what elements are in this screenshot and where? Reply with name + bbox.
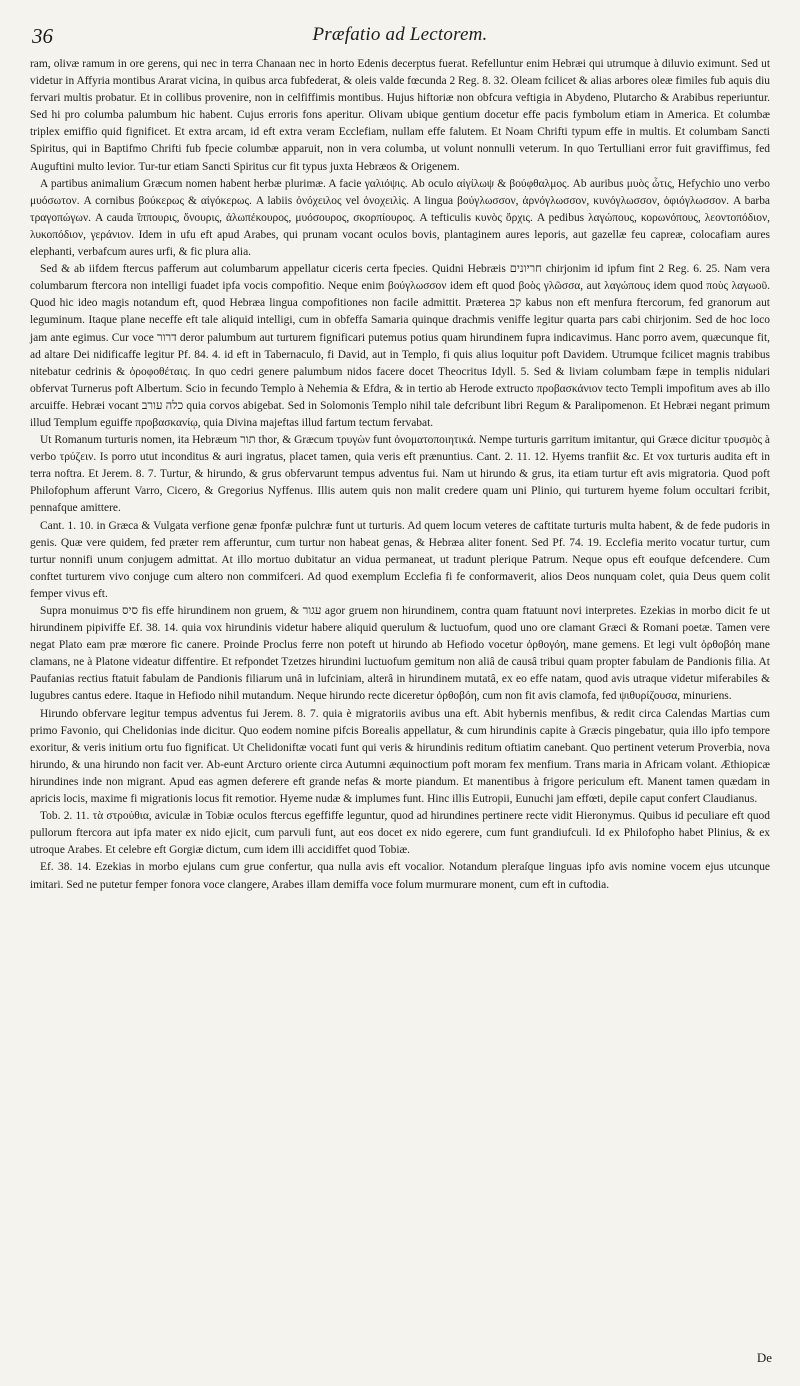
- catchword: De: [756, 1350, 772, 1365]
- paragraph: Tob. 2. 11. τὰ στρούθια, aviculæ in Tobiæ oculos ftercus egeffiffe leguntur, quod ad hirundines pertinere recte vidit Hieronymus. Quibus id peculiare eft quod pullorum ftercora aut ipfa mater ex nido ejicit, cum parvuli funt, aut eos docet ex nido egerere, cum funt grandiufculi. Id ex Philofopho habet Plinius, & ex utroque Arabes. Et celebre eft Gorgiæ dictum, cum idem illi accidiffet quod Tobiæ.: [30, 810, 770, 857]
- page-header: [30, 22, 770, 56]
- page-number: 36: [32, 24, 53, 48]
- paragraph: Cant. 1. 10. in Græca & Vulgata verfione genæ fponfæ pulchræ funt ut turturis. Ad quem locum veteres de caftitate turturis multa habent, & de fede pudoris in genis. Quæ vere quidem, fed præter rem afferuntur, cum turtur non habeat genas, & Hebræa aliter fonent. Sed Pf. 74. 19. Ecclefia merito vocatur turtur, cum turtur nonnifi unum conjugem admittat. At illo mortuo dubitatur an vidua permaneat, ut tradunt plerique Patrum. Neque opus eft eoufque defcendere. Cum conftet turturem vivo conjuge cum altero non commifceri. Ad quod exemplum Ecclefia fi fe conformaverit, alios Deos nunquam colet, quia Deus quem colit femper vivus eft.: [30, 519, 770, 600]
- paragraph: ram, olivæ ramum in ore gerens, qui nec in terra Chanaan nec in horto Edenis decerptus fuerat. Refelluntur enim Hebræi qui utrumque à diluvio eximunt. Sed ut videtur in Affyria montibus Ararat vicina, in quibus arca fubfederat, & oleis valde fœcunda 2 Reg. 8. 32. Oleam fcilicet & alias arbores oleæ fimiles fub aquis diu fervari multis probatur. Et in collibus provenire, non in celfiffimis montibus. Hujus hiftoriæ non obfcura veftigia in Abydeno, Plutarcho & Arabibus reperiuntur. Sed hi pro columba palumbum hic habent. Cujus erroris fons aperitur. Olivam ubique gentium docetur effe pacis fymbolum etiam in America. Et columbæ triplex emiffio quid fignificet. Et extra arcam, id eft extra veram Ecclefiam, nullam effe falutem. Et Noam Chrifti typum effe in multis. Et columbam Sancti Spiritus, qui in Baptifmo Chrifti fub fpecie columbæ apparuit, non in vera columba, ut volunt nonnulli veterum. In quo Tertulliani error fuit graviffimus, fed Auguftini multo levior. Tur-tur etiam Sancti Spiritus cur fit typus juxta Hebræos & Origenem.: [30, 58, 770, 173]
- paragraph: A partibus animalium Græcum nomen habent herbæ plurimæ. A facie γαλιόψις. Ab oculo αἰγίλωψ & βούφθαλμος. Ab auribus μυὸς ὦτις, Hefychio uno verbo μυόσωτον. A cornibus βούκερως & αἰγόκερως. A labiis ὀνόχειλος vel ὀνοχειλὶς. A lingua βούγλωσσον, ἀρνόγλωσσον, κυνόγλωσσον, ὀφιόγλωσσον. A barba τραγοπώγων. A cauda ἵππουρις, ὄνουρις, ἀλωπέκουρος, μυόσουρος, σκορπίουρος. A tefticulis κυνὸς ὄρχις. A pedibus λαγώπους, κορωνόπους, λεοντοπόδιον, λυκοπόδιον, γεράνιον. Idem in ufu eft apud Arabes, qui prunam vocant oculos bovis, plantaginem aures leporis, aut gazellæ feu capreæ, colocafiam aures elephanti, verbafcum aures urfi, & fic plura alia.: [30, 177, 770, 259]
- paragraph: Ut Romanum turturis nomen, ita Hebræum תור thor, & Græcum τρυγὼν funt ὀνοματοποιητικά. Nempe turturis garritum imitantur, qui Græce dicitur τρυσμὸς à verbo τρύζειν. Is porro utut inconditus & auri ingratus, placet tamen, quia veris eft prænuntius. Cant. 2. 11. 12. Hyems tranfiit &c. Et vox turturis audita eft in terra noftra. Et Jerem. 8. 7. Turtur, & hirundo, & grus obfervarunt tempus adventus fui. Nam ut hirundo & grus, ita etiam turtur eft avis migratoria. Quod poft Philofophum afferunt Varro, Cicero, & Gregorius Nyffenus. Illis autem quis non malit credere quam uni Plinio, qui turturem hyeme folum occultari fcribit, pennafque amittere.: [30, 434, 770, 515]
- paragraph: Sed & ab iifdem ftercus pafferum aut columbarum appellatur ciceris certa fpecies. Quidni Hebræis חריונים chirjonim id ipfum fint 2 Reg. 6. 25. Nam vera columbarum ftercora non intelligi fuadet ipfa vocis compofitio. Neque enim βούγλωσσον idem eft quod βοὸς γλῶσσα, aut λαγώπους idem quod ποὺς λαγωοῦ. Quod hic ideo magis notandum eft, quod Hebræa lingua compofitiones non facile admittit. Præterea קב kabus non eft menfura ftercorum, fed granorum aut leguminum. Itaque plane neceffe eft tale aliquid intelligi, cum in obfeffa Samaria quinque drachmis veniffe legitur quarta pars cabi chirjonim. Sed de hoc loco jam ante egimus. Cur voce דרור deror palumbum aut turturem fignificari putemus potius quam hirundinem fupra indicavimus. Hanc porro avem, quæcunque fit, ad altare Dei nidificaffe legitur Pf. 84. 4. id eft in Tabernaculo, fi David, aut in Templo, fi quis alius loquitur poft Davidem. Utrumque fcilicet magnis trabibus nitebatur cedrinis & ὀροφοθέταις. In quo cedri genere palumbum nidos facere docet Theocritus Idyll. 5. Sed & liviam columbam fæpe in templis nidulari obfervat Turnerus poft Albertum. Scio in fecundo Templo à Nehemia & Efdra, & in tertio ab Herode extructo προβασκάνιον tecto Templi impofitum aves ab illo arcuiffe. Hebræi vocant כלה עורב quia corvos abigebat. Sed in Solomonis Templo nihil tale defcribunt libri Regum & Paralipomenon. Et Hebræi negant primum illud Templum eguiffe προβασκανίῳ, quia Divina majeftas illud fartum tectum fervabat.: [30, 263, 770, 429]
- paragraph: Hirundo obfervare legitur tempus adventus fui Jerem. 8. 7. quia è migratoriis avibus una eft. Abit hybernis menfibus, & redit circa Calendas Martias cum primo Favonio, qui Chelidonias inde dicitur. Quo eodem nomine pifcis Borealis appellatur, & cum hirundinis capite à Græcis pingebatur, quia illo ipfo tempore exoritur, & veris initium ortu fuo fignificat. Ut Chelidoniftæ vocati funt qui veris & hirundinis reditum oftiatim canebant. Quo pertinent veterum Proverbia, nova hirundo, & una hirundo non facit ver. Ab-eunt Arcturo oriente circa Autumni æquinoctium poft moram fex menfium. Trans maria in Africam volant. Æthiopicæ hirundines inde non migrant. Apud eas agmen deferere eft grande nefas & morte piandum. Et manentibus à frigore periculum eft. Manent tamen quædam in apricis locis, maxime fi migrationis locus fit remotior. Hyeme nudæ & implumes funt. Hinc illis Eutropii, Eunuchi jam effœti, depile caput confert Claudianus.: [30, 707, 770, 806]
- body-text: [30, 56, 770, 894]
- paragraph: Supra monuimus סיס fis effe hirundinem non gruem, & עגור agor gruem non hirundinem, contra quam ftatuunt novi interpretes. Ezekias in morbo dicit fe ut hirundinem pipiviffe Ef. 38. 14. quia vox hirundinis videtur habere aliquid querulum & luctuofum, quod uno ore clamant Græci & Romani poetæ. Tamen vere negat Plato eam præ mœrore fic canere. Proinde Proclus ferre non poteft ut hirundo ab Hefiodo vocetur ὀρθογόη, mane gemens. Et legi vult ὀρθοβόη mane clamans, ne à Platone videatur diffentire. Et refpondet Tzetzes hirundini luctuofum gemitum non aliâ de causâ tribui quam propter fabulam de Pandionis filia. At Paufanias rectius ftatuit fabulam de Pandionis filiarum unâ in lufciniam, alterâ in hirundinem mutatâ, ex eo effe natam, quod avis utraque videtur miferabiles & lugubres cantus edere. Itaque in Hefiodo nihil mutandum. Neque hirundo recte diceretur ὀρθοβόη, cum non fit avis clamofa, fed ψιθυρίζουσα, minuriens.: [30, 605, 770, 703]
- running-head: Præfatio ad Lectorem.: [312, 24, 488, 45]
- paragraph: Ef. 38. 14. Ezekias in morbo ejulans cum grue confertur, qua nulla avis eft vocalior. Notandum pleraſque linguas ipfo avis nomine vocem ejus utcunque imitari. Sed ne putetur femper fonora voce clangere, Arabes illam demiffa voce folum murmurare monent, cum eft in cuftodia.: [30, 861, 770, 891]
